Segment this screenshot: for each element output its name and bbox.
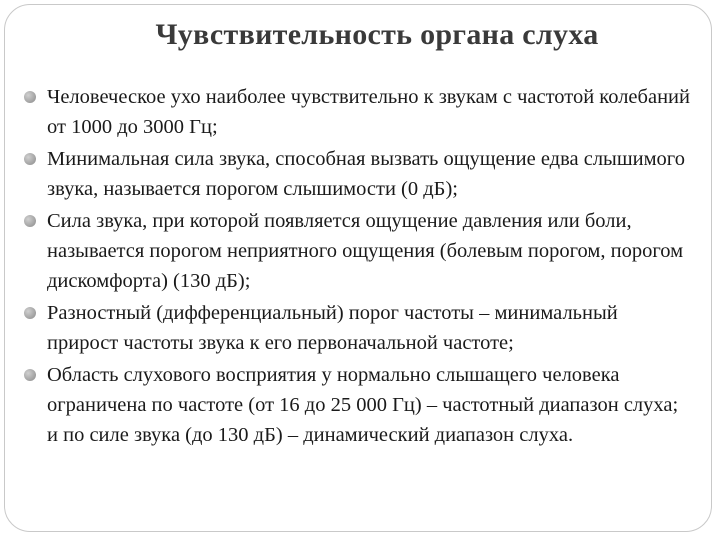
bullet-text: Человеческое ухо наиболее чувствительно к звукам с частотой колебаний от 1000 до 3000 Гц; bbox=[47, 86, 690, 138]
bullet-item bbox=[22, 82, 694, 142]
bullet-dot-icon bbox=[24, 153, 36, 165]
bullet-list bbox=[22, 82, 694, 452]
bullet-dot-icon bbox=[24, 91, 36, 103]
slide-title: Чувствительность органа слуха bbox=[155, 18, 599, 51]
bullet-text: Сила звука, при которой появляется ощущение давления или боли, называется порогом неприятного ощущения (болевым порогом, порогом дискомфорта) (130 дБ); bbox=[47, 210, 684, 292]
bullet-text: Область слухового восприятия у нормально слышащего человека ограничена по частоте (от 16 до 25 000 Гц) – частотный диапазон слуха; и по силе звука (до 130 дБ) – динамический диапазон слуха. bbox=[47, 364, 679, 446]
bullet-text: Разностный (дифференциальный) порог частоты – минимальный прирост частоты звука к его первоначальной частоте; bbox=[47, 302, 618, 354]
bullet-dot-icon bbox=[24, 369, 36, 381]
bullet-item bbox=[22, 206, 694, 296]
bullet-dot-icon bbox=[24, 215, 36, 227]
bullet-item bbox=[22, 360, 694, 450]
bullet-text: Минимальная сила звука, способная вызвать ощущение едва слышимого звука, называется порогом слышимости (0 дБ); bbox=[47, 148, 685, 200]
bullet-item bbox=[22, 144, 694, 204]
bullet-item bbox=[22, 298, 694, 358]
bullet-dot-icon bbox=[24, 307, 36, 319]
